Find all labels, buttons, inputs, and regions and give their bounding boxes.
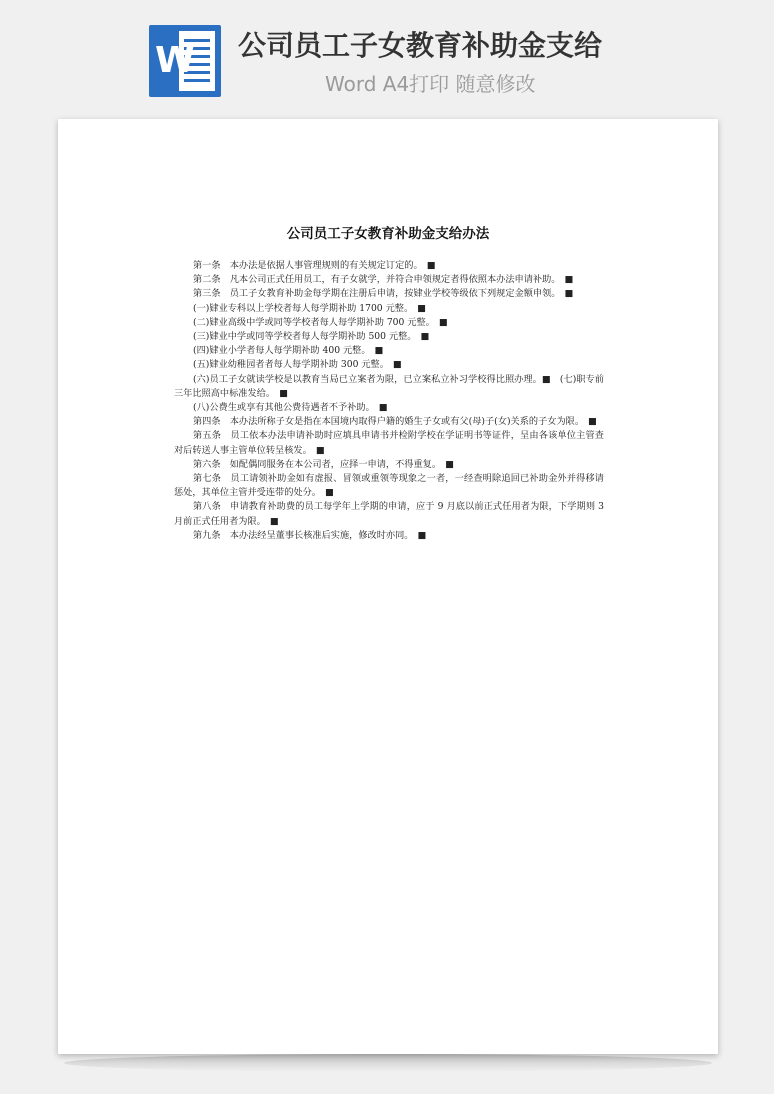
paragraph: 第七条 员工请领补助金如有虚报、冒领或重领等现象之一者，一经查明除追回已补助金外并得移请惩处，其单位主管并受连带的处分。 ■ — [174, 473, 604, 499]
paragraph: (六)员工子女就读学校是以教育当局已立案者为限，已立案私立补习学校得比照办理。■ (七)职专前三年比照高中标准发给。 ■ — [174, 373, 604, 399]
paragraph: 第一条 本办法是依据人事管理规则的有关规定订定的。 ■ — [193, 260, 436, 271]
paragraph: (四)肄业小学者每人每学期补助 400 元整。 ■ — [193, 345, 384, 357]
document-page — [58, 119, 718, 1054]
header — [0, 0, 774, 110]
page-shadow — [64, 1054, 712, 1072]
word-icon-letter: W — [155, 40, 195, 81]
paragraph: (八)公费生或享有其他公费待遇者不予补助。 ■ — [193, 402, 388, 414]
paragraph: 第四条 本办法所称子女是指在本国境内取得户籍的婚生子女或有父(母)子(女)关系的子女为限。 ■ — [193, 416, 597, 428]
paragraph: (二)肄业高级中学或同等学校者每人每学期补助 700 元整。 ■ — [193, 316, 448, 328]
paragraph: 第九条 本办法经呈董事长核准后实施，修改时亦同。 ■ — [193, 529, 427, 541]
paragraph: (五)肄业幼稚园者者每人每学期补助 300 元整。 ■ — [193, 359, 402, 371]
word-icon — [149, 25, 221, 97]
paragraph: 第五条 员工依本办法申请补助时应填具申请书并检附学校在学证明书等证件，呈由各该单位主管查对后转送人事主管单位转呈核发。 ■ — [174, 430, 604, 456]
page-title: 公司员工子女教育补助金支给 — [238, 29, 603, 62]
paragraph: 第二条 凡本公司正式任用员工，有子女就学，并符合申领规定者得依照本办法申请补助。 ■ — [193, 274, 574, 286]
paragraph: (一)肄业专科以上学校者每人每学期补助 1700 元整。 ■ — [193, 302, 426, 314]
page-subtitle: Word A4打印 随意修改 — [325, 72, 536, 96]
paragraph: 第六条 如配偶同服务在本公司者，应择一申请，不得重复。 ■ — [193, 458, 454, 470]
document-body — [174, 259, 604, 543]
paragraph: (三)肄业中学或同等学校者每人每学期补助 500 元整。 ■ — [193, 331, 430, 343]
document-title: 公司员工子女教育补助金支给办法 — [286, 226, 490, 242]
paragraph: 第八条 申请教育补助费的员工每学年上学期的申请，应于 9 月底以前正式任用者为限，下学期则 3 月前正式任用者为限。 ■ — [174, 501, 604, 527]
paragraph: 第三条 员工子女教育补助金每学期在注册后申请，按肄业学校等级依下列规定金额申领。 ■ — [193, 288, 574, 300]
